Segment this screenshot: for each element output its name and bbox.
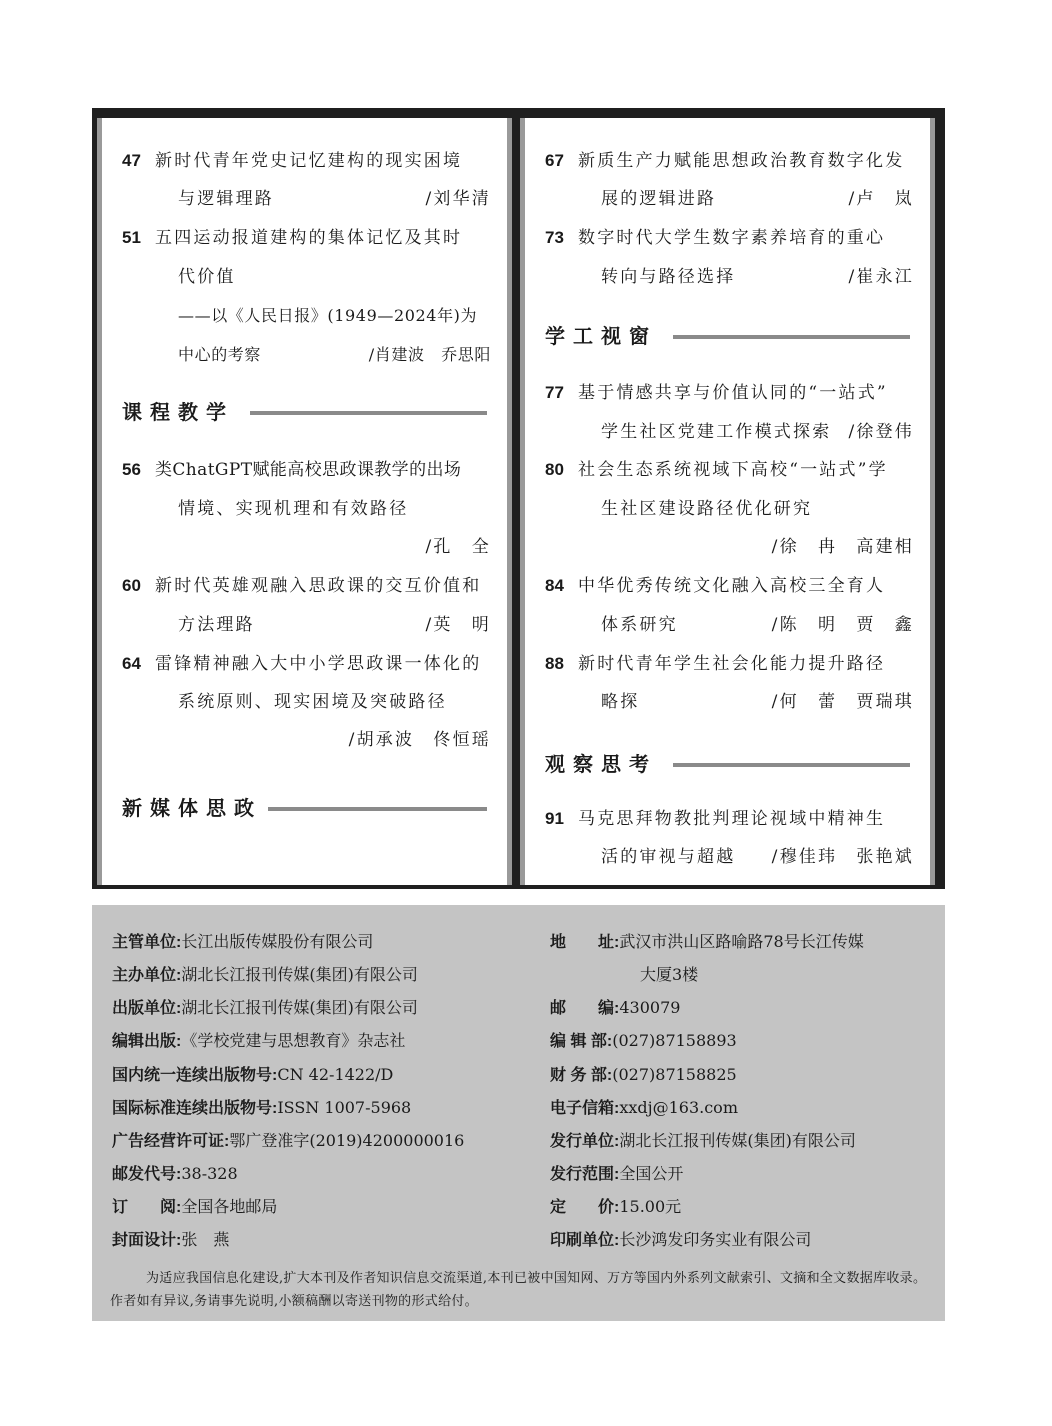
info-row	[112, 1127, 464, 1155]
info-row-cont	[640, 961, 698, 989]
info-value: (027)87158893	[612, 1031, 737, 1050]
article-authors: /徐 冉 高建相	[771, 537, 914, 557]
article-authors: /穆佳玮 张艳斌	[771, 847, 914, 867]
article-title: 新时代英雄观融入思政课的交互价值和	[155, 576, 482, 596]
info-value: 全国各地邮局	[181, 1197, 278, 1216]
info-row	[112, 1226, 229, 1254]
section-title: 观察思考	[545, 754, 657, 776]
page-number: 77	[545, 383, 564, 402]
article-authors: /孔 全	[425, 537, 491, 557]
info-row	[550, 1027, 737, 1055]
article-title: 马克思拜物教批判理论视域中精神生	[578, 809, 886, 829]
article-title-cont: 方法理路	[178, 615, 255, 635]
section-title: 学工视窗	[545, 326, 657, 348]
page-number: 73	[545, 228, 564, 247]
info-row	[550, 1226, 811, 1254]
section-title: 新媒体思政	[122, 798, 262, 820]
info-value: 《学校党建与思想教育》杂志社	[181, 1031, 406, 1050]
info-value: 湖北长江报刊传媒(集团)有限公司	[619, 1131, 856, 1150]
section-rule	[673, 335, 910, 339]
info-key: 编辑出版:	[112, 1033, 182, 1050]
article-title-cont: 略探	[601, 692, 640, 712]
info-row	[550, 1160, 683, 1188]
article-authors: /肖建波 乔思阳	[368, 345, 491, 364]
article-title: 雷锋精神融入大中小学思政课一体化的	[155, 654, 482, 674]
article-title: 数字时代大学生数字素养培育的重心	[578, 228, 886, 248]
article-title-cont: 与逻辑理路	[178, 189, 274, 209]
info-row	[550, 1061, 737, 1089]
article-title: 新质生产力赋能思想政治教育数字化发	[578, 151, 905, 171]
article-title: 社会生态系统视域下高校“一站式”学	[578, 460, 888, 480]
page-number: 88	[545, 654, 564, 673]
info-row	[112, 994, 418, 1022]
info-value: 武汉市洪山区路喻路78号长江传媒	[619, 932, 864, 951]
info-row	[112, 1160, 238, 1188]
info-key: 发行单位:	[550, 1133, 620, 1150]
info-row	[550, 994, 680, 1022]
info-value: ISSN 1007-5968	[277, 1098, 412, 1117]
info-value: 15.00元	[619, 1197, 682, 1216]
article-title-cont: 系统原则、现实困境及突破路径	[178, 692, 447, 712]
info-value: 湖北长江报刊传媒(集团)有限公司	[181, 998, 418, 1017]
article-authors: /卢 岚	[848, 189, 914, 209]
section-title: 课程教学	[122, 402, 234, 424]
article-title-cont: 情境、实现机理和有效路径	[178, 499, 409, 519]
article-subtitle-cont: 中心的考察	[178, 345, 262, 364]
article-title-cont: 生社区建设路径优化研究	[601, 499, 813, 519]
article-authors: /胡承波 佟恒瑶	[348, 730, 491, 750]
info-key: 出版单位:	[112, 1000, 182, 1017]
page-number: 56	[122, 460, 141, 479]
info-row	[112, 1027, 405, 1055]
info-value: 长江出版传媒股份有限公司	[181, 932, 374, 951]
section-header	[545, 750, 910, 780]
article-title-cont: 活的审视与超越	[601, 847, 736, 867]
info-key: 定 价:	[550, 1199, 620, 1216]
article-authors: /刘华清	[425, 189, 491, 209]
page-number: 51	[122, 228, 141, 247]
article-title-cont: 展的逻辑进路	[601, 189, 717, 209]
info-key: 主管单位:	[112, 934, 182, 951]
info-value: 全国公开	[619, 1164, 684, 1183]
section-header	[122, 398, 487, 428]
info-key: 封面设计:	[112, 1232, 182, 1249]
info-key: 地 址:	[550, 934, 620, 951]
article-authors: /徐登伟	[848, 422, 914, 442]
article-title-cont: 代价值	[178, 267, 236, 287]
page-number: 47	[122, 151, 141, 170]
page-number: 91	[545, 809, 564, 828]
info-row	[112, 961, 418, 989]
info-key: 国际标准连续出版物号:	[112, 1100, 278, 1117]
section-rule	[268, 807, 487, 811]
info-value: 430079	[619, 998, 681, 1017]
info-row	[550, 1094, 738, 1122]
info-key: 主办单位:	[112, 967, 182, 984]
toc-right-column	[520, 118, 935, 885]
article-title: 新时代青年学生社会化能力提升路径	[578, 654, 886, 674]
section-header	[122, 794, 487, 824]
info-value-cont: 大厦3楼	[640, 965, 699, 984]
article-title: 新时代青年党史记忆建构的现实困境	[155, 151, 463, 171]
article-subtitle: ——以《人民日报》(1949—2024年)为	[178, 306, 478, 325]
article-title: 五四运动报道建构的集体记忆及其时	[155, 228, 463, 248]
article-title: 类ChatGPT赋能高校思政课教学的出场	[155, 460, 462, 480]
info-key: 邮 编:	[550, 1000, 620, 1017]
article-authors: /陈 明 贾 鑫	[771, 615, 914, 635]
info-value: (027)87158825	[612, 1065, 737, 1084]
page-number: 84	[545, 576, 564, 595]
toc-left-column	[97, 118, 512, 885]
info-value: xxdj@163.com	[619, 1098, 738, 1117]
info-row	[550, 1127, 856, 1155]
article-title: 基于情感共享与价值认同的“一站式”	[578, 383, 888, 403]
info-row	[112, 1061, 393, 1089]
info-value: 鄂广登准字(2019)4200000016	[229, 1131, 465, 1150]
info-key: 广告经营许可证:	[112, 1133, 230, 1150]
info-row	[112, 1094, 411, 1122]
info-key: 邮发代号:	[112, 1166, 182, 1183]
info-row	[550, 928, 864, 956]
info-value: 38-328	[181, 1164, 238, 1183]
article-title-cont: 转向与路径选择	[601, 267, 736, 287]
info-value: CN 42-1422/D	[277, 1065, 394, 1084]
info-row	[112, 928, 373, 956]
info-key: 印刷单位:	[550, 1232, 620, 1249]
table-of-contents	[92, 108, 945, 889]
section-header	[545, 322, 910, 352]
page-number: 64	[122, 654, 141, 673]
info-key: 电子信箱:	[550, 1100, 620, 1117]
info-key: 国内统一连续出版物号:	[112, 1067, 278, 1084]
indexing-notice: 为适应我国信息化建设,扩大本刊及作者知识信息交流渠道,本刊已被中国知网、万方等国内外系列文献索引、文摘和全文数据库收录。作者如有异议,务请事先说明,小额稿酬以寄送刊物的形式给付。	[110, 1271, 927, 1309]
info-key: 编 辑 部:	[550, 1033, 613, 1050]
info-value: 张 燕	[181, 1230, 230, 1249]
info-key: 订 阅:	[112, 1199, 182, 1216]
article-title: 中华优秀传统文化融入高校三全育人	[578, 576, 886, 596]
info-value: 湖北长江报刊传媒(集团)有限公司	[181, 965, 418, 984]
article-authors: /英 明	[425, 615, 491, 635]
info-value: 长沙鸿发印务实业有限公司	[619, 1230, 812, 1249]
article-authors: /崔永江	[848, 267, 914, 287]
section-rule	[673, 763, 910, 767]
info-row	[550, 1193, 681, 1221]
article-authors: /何 蕾 贾瑞琪	[771, 692, 914, 712]
page-number: 67	[545, 151, 564, 170]
page-number: 80	[545, 460, 564, 479]
article-title-cont: 学生社区党建工作模式探索	[601, 422, 832, 442]
section-rule	[250, 411, 487, 415]
article-title-cont: 体系研究	[601, 615, 678, 635]
info-row	[112, 1193, 277, 1221]
info-key: 发行范围:	[550, 1166, 620, 1183]
info-key: 财 务 部:	[550, 1067, 613, 1084]
publication-info	[92, 905, 945, 1321]
page-number: 60	[122, 576, 141, 595]
